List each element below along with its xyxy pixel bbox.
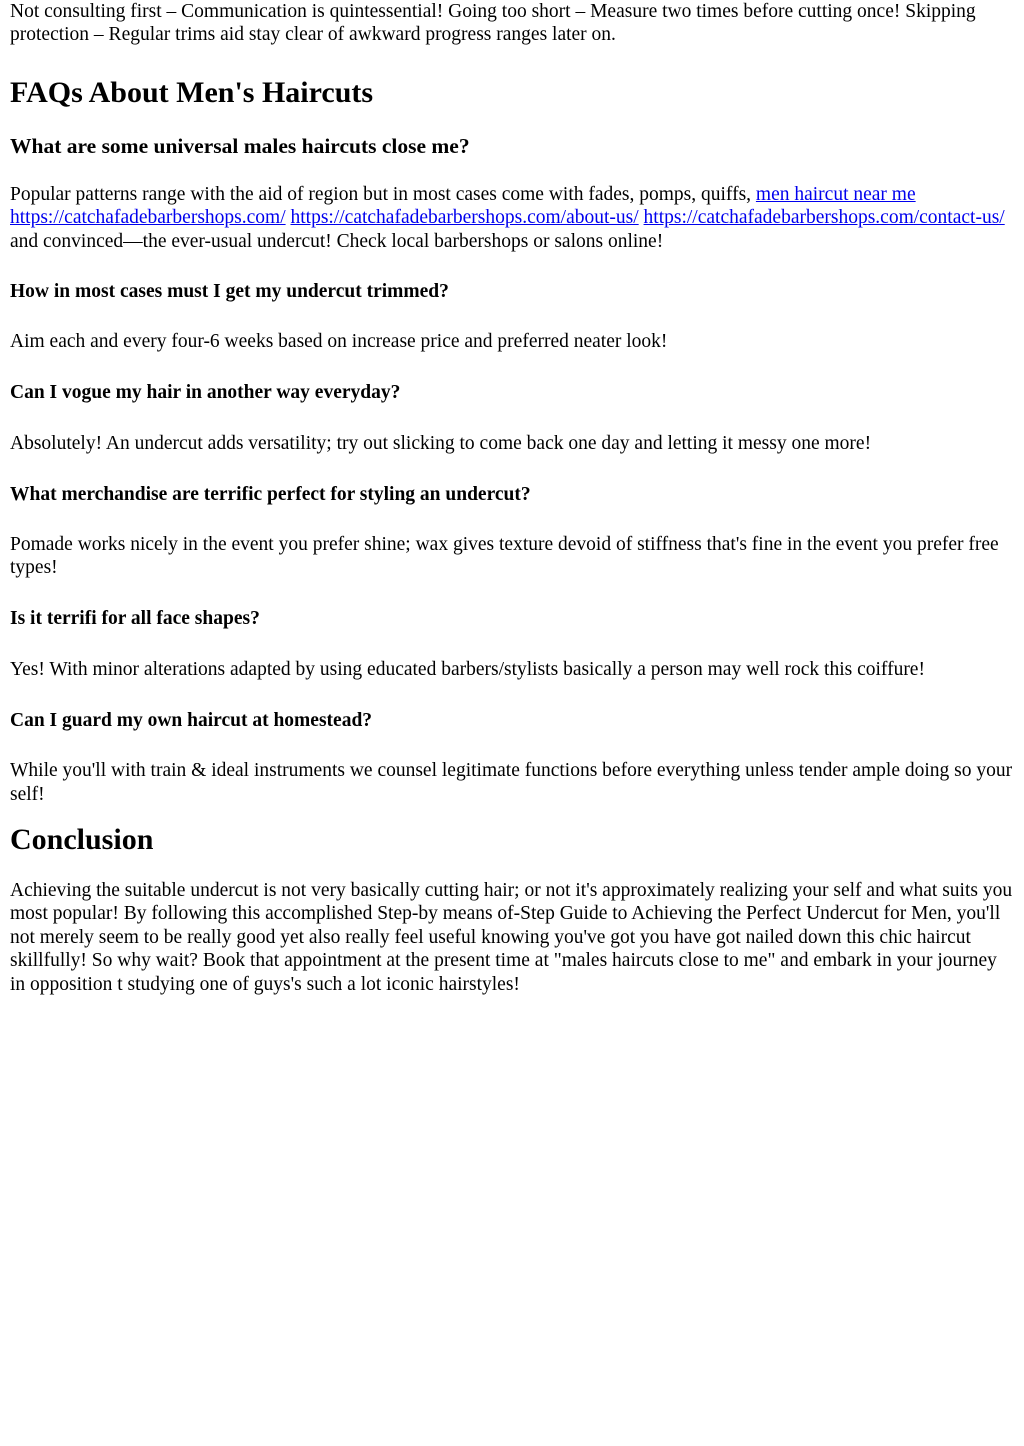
- faq-answer-1-after: and convinced—the ever-usual undercut! Check local barbershops or salons online!: [10, 230, 664, 252]
- conclusion-heading: Conclusion: [10, 822, 154, 856]
- men-haircut-near-me-link[interactable]: men haircut near me: [755, 183, 916, 205]
- faq-heading: FAQs About Men's Haircuts: [10, 75, 374, 109]
- contact-us-link[interactable]: https://catchafadebarbershops.com/contact-us/: [643, 207, 1005, 229]
- faq-question-1: What are some universal males haircuts close me?: [10, 133, 470, 158]
- faq-question-6: Can I guard my own haircut at homestead?: [10, 709, 373, 731]
- home-link[interactable]: https://catchafadebarbershops.com/: [10, 207, 286, 229]
- conclusion-paragraph: Achieving the suitable undercut is not very basically cutting hair; or not it's approximately realizing your self and what suits you most popular! By following this accomplished Step-by means of-Step Guide to Achieving the Perfect Undercut for Men, you'll not merely seem to be really good yet also really feel useful knowing you've got you have got nailed down this chic haircut skillfully! So why wait? Book that appointment at the present time at "males haircuts close to me" and embark in your journey in opposition t studying one of guys's such a lot iconic hairstyles!: [10, 879, 1013, 995]
- intro-paragraph: Not consulting first – Communication is quintessential! Going too short – Measure two times before cutting once! Skipping protection – Regular trims aid stay clear of awkward progress ranges later on.: [10, 1, 976, 46]
- faq-question-3: Can I vogue my hair in another way everyday?: [10, 381, 401, 403]
- faq-question-4: What merchandise are terrific perfect for styling an undercut?: [10, 483, 531, 505]
- faq-answer-1-before: Popular patterns range with the aid of region but in most cases come with fades, pomps, quiffs,: [10, 183, 756, 205]
- faq-answer-6: While you'll with train & ideal instruments we counsel legitimate functions before everything unless tender ample doing so your self!: [10, 760, 1013, 805]
- faq-question-2: How in most cases must I get my undercut trimmed?: [10, 281, 449, 303]
- faq-answer-4: Pomade works nicely in the event you prefer shine; wax gives texture devoid of stiffness that's fine in the event you prefer free types!: [10, 534, 999, 579]
- faq-question-5: Is it terrifi for all face shapes?: [10, 607, 260, 629]
- faq-answer-1: [10, 183, 1014, 253]
- faq-answer-5: Yes! With minor alterations adapted by using educated barbers/stylists basically a person may well rock this coiffure!: [10, 659, 925, 681]
- faq-answer-3: Absolutely! An undercut adds versatility; try out slicking to come back one day and letting it messy one more!: [10, 433, 872, 455]
- faq-answer-2: Aim each and every four-6 weeks based on increase price and preferred neater look!: [10, 331, 668, 353]
- about-us-link[interactable]: https://catchafadebarbershops.com/about-us/: [290, 207, 639, 229]
